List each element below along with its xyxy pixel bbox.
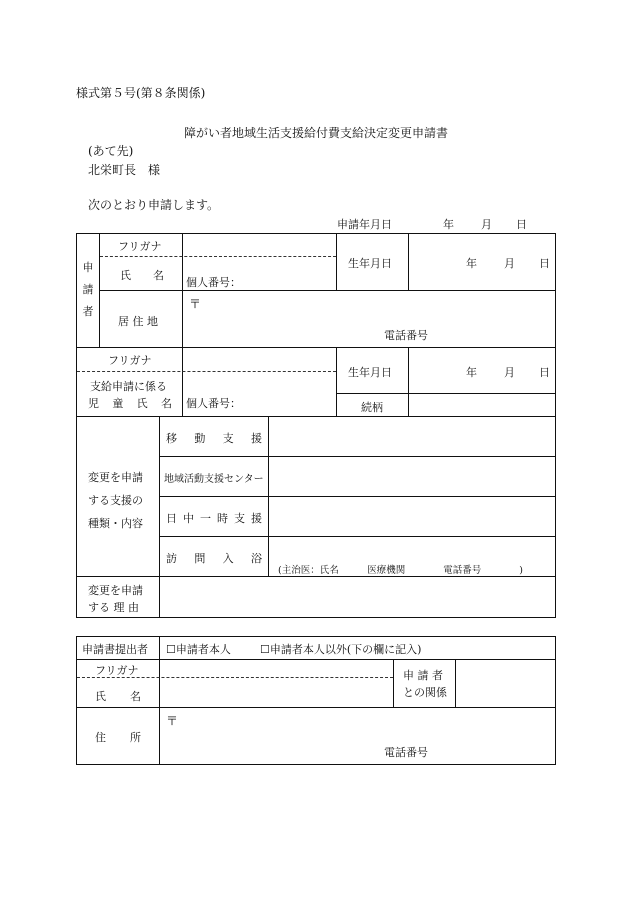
applicant-birth-year: 年 [466,257,477,270]
document-title: 障がい者地域生活支援給付費支給決定変更申請書 [184,126,449,140]
submitter-address-label: 住 所 [95,731,141,744]
application-date-month: 月 [481,218,492,231]
submitter-name-label: 氏 名 [95,690,141,703]
child-relationship-label: 続柄 [361,401,383,414]
applicant-address-label: 居 住 地 [118,315,158,328]
applicant-furigana-label: フリガナ [118,240,162,253]
reason-label-line1: 変更を申請 [88,584,143,597]
applicant-name-label: 氏 名 [120,269,164,282]
applicant-personal-number-label: 個人番号： [186,276,241,289]
child-name-label-line1: 支給申請に係る [90,380,167,393]
form-number: 様式第５号(第８条関係) [76,86,206,100]
child-birth-year: 年 [466,366,477,379]
submitter-furigana-label: フリガナ [95,664,139,677]
submitter-phone-label: 電話番号 [384,746,428,759]
applicant-birthdate-label: 生年月日 [348,257,392,270]
support-item-home-bathing: 訪 問 入 浴 [166,552,262,565]
child-name-label-line2: 児 童 氏 名 [88,397,172,410]
child-birth-month: 月 [504,366,515,379]
applicant-section-label: 申 請 者 [82,261,94,318]
submitter-option-other[interactable]: ☐申請者本人以外(下の欄に記入) [260,643,422,656]
submitter-relationship-label-line2: との関係 [403,686,447,699]
child-birthdate-label: 生年月日 [348,366,392,379]
addressee-label: (あて先) [88,144,134,158]
applicant-postal-mark: 〒 [189,297,202,311]
applicant-phone-label: 電話番号 [384,329,428,342]
application-date-label: 申請年月日 [337,218,392,231]
support-item-mobility: 移 動 支 援 [166,432,262,445]
submitter-option-self[interactable]: ☐申請者本人 [166,643,231,656]
addressee: 北栄町長 様 [88,163,161,177]
physician-note: (主治医：氏名 医療機関 電話番号 ) [278,565,523,576]
intro-text: 次のとおり申請します。 [88,198,220,212]
reason-label-line2: する 理 由 [88,601,139,614]
support-item-community-center: 地域活動支援センター [164,474,264,485]
child-furigana-label: フリガナ [108,354,152,367]
support-section-label: 変更を申請 する支援の 種類・内容 [88,471,143,530]
support-item-daytime-care: 日 中 一 時 支 援 [166,512,262,525]
applicant-birth-day: 日 [539,257,550,270]
submitter-relationship-label-line1: 申 請 者 [403,669,443,682]
submitter-label: 申請書提出者 [82,643,148,656]
applicant-birth-month: 月 [504,257,515,270]
child-birth-day: 日 [539,366,550,379]
child-personal-number-label: 個人番号： [186,397,241,410]
application-date-day: 日 [516,218,527,231]
application-date-year: 年 [443,218,454,231]
submitter-postal-mark: 〒 [166,714,179,728]
